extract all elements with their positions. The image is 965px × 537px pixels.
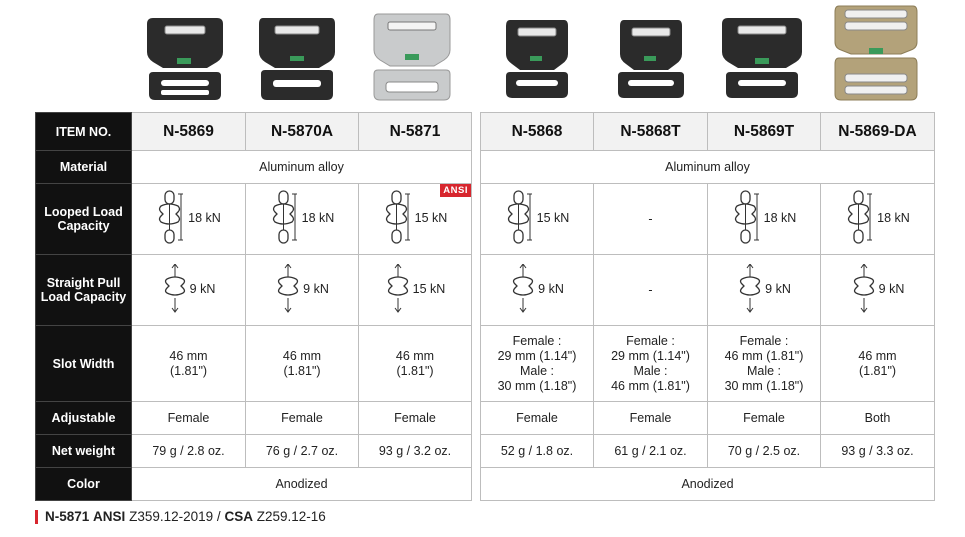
buckle-image-n5870a — [257, 12, 337, 105]
straight-pull-icon — [510, 264, 536, 314]
spec-table-group-2 — [480, 112, 935, 501]
item-n5869t: N-5869T — [708, 113, 821, 151]
adjustable-cell: Both — [821, 402, 935, 435]
slot-width-cell: 46 mm (1.81") — [132, 326, 246, 402]
item-n5869-da: N-5869-DA — [821, 113, 935, 151]
net-weight-cell: 70 g / 2.5 oz. — [708, 435, 821, 468]
item-n5868t: N-5868T — [594, 113, 708, 151]
straight-pull-cell: 9 kN — [246, 255, 359, 326]
slot-width-cell: Female : 29 mm (1.14") Male : 30 mm (1.18") — [481, 326, 594, 402]
straight-pull-icon — [275, 264, 301, 314]
footnote-std1-name: ANSI — [93, 509, 126, 524]
slot-width-cell: Female : 46 mm (1.81") Male : 30 mm (1.18") — [708, 326, 821, 402]
straight-pull-cell: 9 kN — [708, 255, 821, 326]
ansi-badge: ANSI — [440, 184, 471, 197]
straight-pull-cell: 9 kN — [481, 255, 594, 326]
label-straight-pull: Straight Pull Load Capacity — [36, 255, 132, 326]
material-value: Aluminum alloy — [132, 151, 472, 184]
footnote-std1-code: Z359.12-2019 — [129, 509, 214, 524]
footnote-marker — [35, 510, 38, 524]
straight-pull-cell: 9 kN — [821, 255, 935, 326]
looped-load-cell: - — [594, 184, 708, 255]
looped-load-icon — [270, 190, 300, 246]
straight-pull-cell: 9 kN — [132, 255, 246, 326]
label-looped-load: Looped Load Capacity — [36, 184, 132, 255]
looped-load-cell: 18 kN — [246, 184, 359, 255]
adjustable-cell: Female — [594, 402, 708, 435]
straight-pull-icon — [851, 264, 877, 314]
buckle-image-n5868 — [502, 14, 572, 104]
looped-load-cell: 18 kN — [821, 184, 935, 255]
buckle-image-n5871 — [372, 8, 452, 105]
net-weight-cell: 93 g / 3.2 oz. — [359, 435, 472, 468]
straight-pull-cell: 15 kN — [359, 255, 472, 326]
buckle-image-n5869 — [145, 10, 225, 105]
looped-load-cell: 15 kN — [481, 184, 594, 255]
looped-load-icon — [383, 190, 413, 246]
footnote-separator: / — [216, 509, 221, 524]
ansi-footnote — [35, 509, 326, 524]
adjustable-cell: Female — [359, 402, 472, 435]
color-value: Anodized — [132, 468, 472, 501]
slot-width-cell: 46 mm (1.81") — [246, 326, 359, 402]
looped-load-icon — [156, 190, 186, 246]
item-n5868: N-5868 — [481, 113, 594, 151]
straight-pull-icon — [737, 264, 763, 314]
item-n5870a: N-5870A — [246, 113, 359, 151]
footnote-std2-name: CSA — [224, 509, 253, 524]
adjustable-cell: Female — [481, 402, 594, 435]
material-value: Aluminum alloy — [481, 151, 935, 184]
footnote-std2-code: Z259.12-16 — [256, 509, 326, 524]
looped-load-cell: 18 kN — [708, 184, 821, 255]
label-color: Color — [36, 468, 132, 501]
color-value: Anodized — [481, 468, 935, 501]
adjustable-cell: Female — [246, 402, 359, 435]
net-weight-cell: 93 g / 3.3 oz. — [821, 435, 935, 468]
net-weight-cell: 52 g / 1.8 oz. — [481, 435, 594, 468]
net-weight-cell: 61 g / 2.1 oz. — [594, 435, 708, 468]
looped-load-icon — [505, 190, 535, 246]
adjustable-cell: Female — [132, 402, 246, 435]
label-item-no: ITEM NO. — [36, 113, 132, 151]
label-adjustable: Adjustable — [36, 402, 132, 435]
item-n5871: N-5871 — [359, 113, 472, 151]
footnote-item: N-5871 — [45, 509, 90, 524]
net-weight-cell: 79 g / 2.8 oz. — [132, 435, 246, 468]
adjustable-cell: Female — [708, 402, 821, 435]
straight-pull-icon — [162, 264, 188, 314]
spec-table-group-1 — [35, 112, 472, 501]
straight-pull-cell: - — [594, 255, 708, 326]
buckle-image-n5869-da — [833, 2, 919, 107]
straight-pull-icon — [385, 264, 411, 314]
buckle-image-n5868t — [616, 14, 686, 104]
net-weight-cell: 76 g / 2.7 oz. — [246, 435, 359, 468]
label-net-weight: Net weight — [36, 435, 132, 468]
slot-width-cell: 46 mm (1.81") — [821, 326, 935, 402]
item-n5869: N-5869 — [132, 113, 246, 151]
looped-load-cell: ANSI 15 kN — [359, 184, 472, 255]
buckle-image-n5869t — [720, 10, 805, 105]
label-slot-width: Slot Width — [36, 326, 132, 402]
looped-load-icon — [845, 190, 875, 246]
slot-width-cell: 46 mm (1.81") — [359, 326, 472, 402]
slot-width-cell: Female : 29 mm (1.14") Male : 46 mm (1.81") — [594, 326, 708, 402]
looped-load-cell: 18 kN — [132, 184, 246, 255]
looped-load-icon — [732, 190, 762, 246]
label-material: Material — [36, 151, 132, 184]
